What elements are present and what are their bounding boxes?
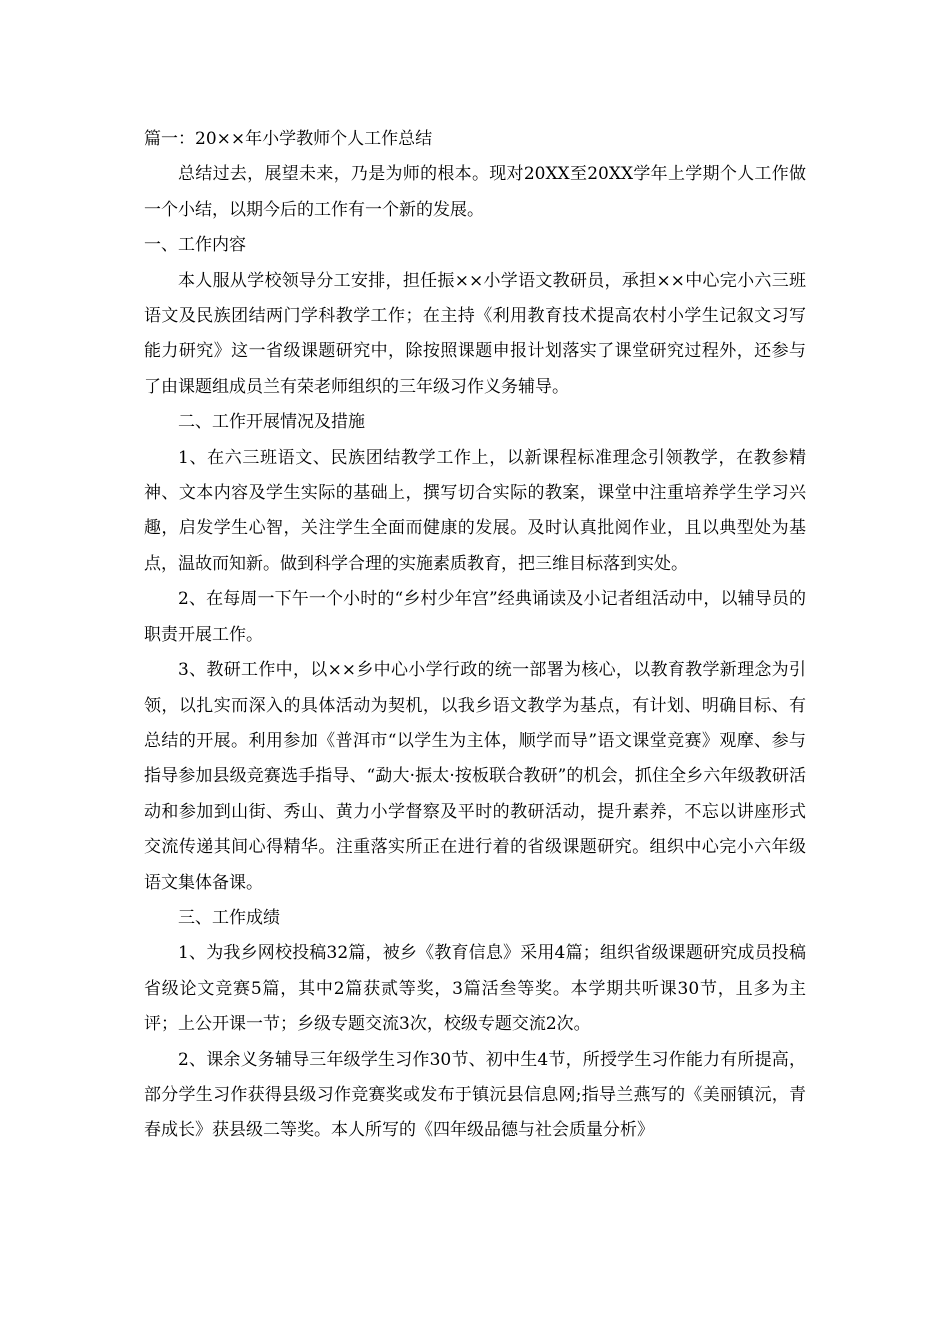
- document-title: 篇一：20××年小学教师个人工作总结: [144, 129, 433, 149]
- paragraph-intro: 总结过去，展望未来，乃是为师的根本。现对20XX至20XX学年上学期个人工作做一个小结，以期今后的工作有一个新的发展。: [144, 164, 806, 220]
- section-heading-measures: 二、工作开展情况及措施: [178, 412, 365, 433]
- paragraph-measure-2: 2、在每周一下午一个小时的“乡村少年宫”经典诵读及小记者组活动中，以辅导员的职责开展工作。: [144, 589, 806, 645]
- document-body: [144, 122, 806, 1149]
- paragraph-work-content: 本人服从学校领导分工安排，担任振××小学语文教研员，承担××中心完小六三班语文及民族团结两门学科教学工作；在主持《利用教育技术提高农村小学生记叙文习写能力研究》这一省级课题研究中，除按照课题申报计划落实了课堂研究过程外，还参与了由课题组成员兰有荣老师组织的三年级习作义务辅导。: [144, 270, 806, 397]
- paragraph-achievement-2: 2、课余义务辅导三年级学生习作30节、初中生4节，所授学生习作能力有所提高，部分学生习作获得县级习作竞赛奖或发布于镇沅县信息网;指导兰燕写的《美丽镇沅，青春成长》获县级二等奖。本人所写的《四年级品德与社会质量分析》: [144, 1049, 806, 1141]
- section-heading-work-content: 一、工作内容: [144, 235, 246, 256]
- paragraph-measure-1: 1、在六三班语文、民族团结教学工作上，以新课程标准理念引领教学，在教参精神、文本内容及学生实际的基础上，撰写切合实际的教案，课堂中注重培养学生学习兴趣，启发学生心智，关注学生全面而健康的发展。及时认真批阅作业，且以典型处为基点，温故而知新。做到科学合理的实施素质教育，把三维目标落到实处。: [144, 447, 806, 574]
- section-heading-achievements: 三、工作成绩: [178, 907, 280, 928]
- paragraph-achievement-1: 1、为我乡网校投稿32篇，被乡《教育信息》采用4篇；组织省级课题研究成员投稿省级论文竞赛5篇，其中2篇获贰等奖，3篇活叁等奖。本学期共听课30节，且多为主评；上公开课一节；乡级专题交流3次，校级专题交流2次。: [144, 943, 806, 1035]
- paragraph-measure-3: 3、教研工作中，以××乡中心小学行政的统一部署为核心，以教育教学新理念为引领，以扎实而深入的具体活动为契机，以我乡语文教学为基点，有计划、明确目标、有总结的开展。利用参加《普洱市“以学生为主体，顺学而导”语文课堂竞赛》观摩、参与指导参加县级竞赛选手指导、“勐大·振太·按板联合教研”的机会，抓住全乡六年级教研活动和参加到山街、秀山、黄力小学督察及平时的教研活动，提升素养，不忘以讲座形式交流传递其间心得精华。注重落实所正在进行着的省级课题研究。组织中心完小六年级语文集体备课。: [144, 660, 806, 893]
